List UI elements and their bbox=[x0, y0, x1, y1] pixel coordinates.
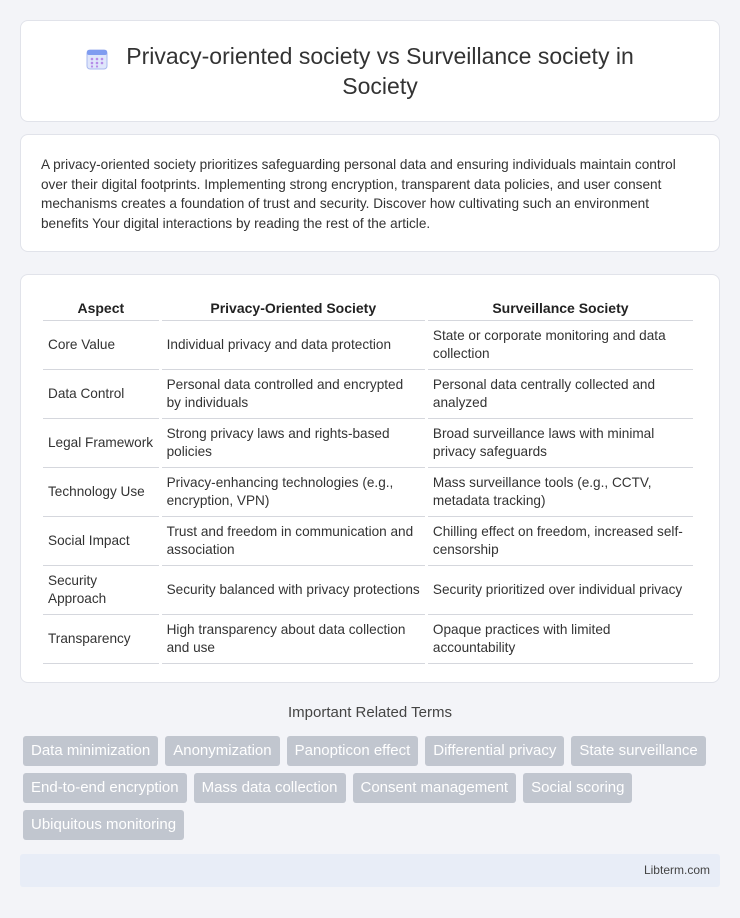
term-tag[interactable]: State surveillance bbox=[571, 736, 705, 766]
cell-surveillance: Broad surveillance laws with minimal privacy safeguards bbox=[428, 419, 693, 468]
header-surveillance: Surveillance Society bbox=[428, 295, 693, 321]
header-aspect: Aspect bbox=[43, 295, 159, 321]
term-tag[interactable]: Social scoring bbox=[523, 773, 632, 803]
intro-paragraph: A privacy-oriented society prioritizes safeguarding personal data and ensuring individuals maintain control over their digital footprints. Implementing strong encryption, transparent data policies, and user consent mechanisms creates a foundation of trust and security. Discover how cultivating such an environment benefits Your digital interactions by reading the rest of the article. bbox=[41, 157, 676, 231]
cell-surveillance: Opaque practices with limited accountability bbox=[428, 615, 693, 664]
comparison-table bbox=[40, 295, 696, 664]
term-tag[interactable]: Data minimization bbox=[23, 736, 158, 766]
related-terms-title: Important Related Terms bbox=[288, 704, 452, 721]
term-tag[interactable]: Panopticon effect bbox=[287, 736, 419, 766]
table-header-row bbox=[43, 295, 693, 321]
header-card bbox=[20, 20, 720, 122]
cell-aspect: Technology Use bbox=[43, 468, 159, 517]
cell-privacy: Personal data controlled and encrypted by individuals bbox=[162, 370, 425, 419]
cell-aspect: Social Impact bbox=[43, 517, 159, 566]
cell-privacy: Privacy-enhancing technologies (e.g., encryption, VPN) bbox=[162, 468, 425, 517]
table-row bbox=[43, 321, 693, 370]
cell-privacy: Trust and freedom in communication and association bbox=[162, 517, 425, 566]
table-row bbox=[43, 468, 693, 517]
cell-surveillance: Chilling effect on freedom, increased self-censorship bbox=[428, 517, 693, 566]
footer-site-link[interactable]: Libterm.com bbox=[643, 863, 710, 877]
cell-aspect: Data Control bbox=[43, 370, 159, 419]
term-tag[interactable]: Anonymization bbox=[165, 736, 279, 766]
table-row bbox=[43, 517, 693, 566]
cell-aspect: Security Approach bbox=[43, 566, 159, 615]
cell-privacy: Strong privacy laws and rights-based policies bbox=[162, 419, 425, 468]
term-tag[interactable]: Differential privacy bbox=[425, 736, 564, 766]
comparison-card bbox=[20, 274, 720, 683]
table-row bbox=[43, 370, 693, 419]
cell-surveillance: Security prioritized over individual privacy bbox=[428, 566, 693, 615]
header-privacy-oriented: Privacy-Oriented Society bbox=[162, 295, 425, 321]
cell-privacy: Security balanced with privacy protections bbox=[162, 566, 425, 615]
page-title: Privacy-oriented society vs Surveillance society in Society bbox=[126, 43, 634, 99]
term-tag[interactable]: Mass data collection bbox=[194, 773, 346, 803]
term-tag[interactable]: Consent management bbox=[353, 773, 517, 803]
table-row bbox=[43, 419, 693, 468]
term-tag[interactable]: Ubiquitous monitoring bbox=[23, 810, 184, 840]
cell-aspect: Transparency bbox=[43, 615, 159, 664]
related-terms-list bbox=[23, 736, 723, 847]
cell-surveillance: State or corporate monitoring and data collection bbox=[428, 321, 693, 370]
cell-surveillance: Mass surveillance tools (e.g., CCTV, metadata tracking) bbox=[428, 468, 693, 517]
table-row bbox=[43, 615, 693, 664]
intro-card bbox=[20, 134, 720, 252]
footer bbox=[20, 854, 720, 887]
cell-aspect: Core Value bbox=[43, 321, 159, 370]
table-row bbox=[43, 566, 693, 615]
cell-surveillance: Personal data centrally collected and analyzed bbox=[428, 370, 693, 419]
cell-aspect: Legal Framework bbox=[43, 419, 159, 468]
cell-privacy: Individual privacy and data protection bbox=[162, 321, 425, 370]
term-tag[interactable]: End-to-end encryption bbox=[23, 773, 187, 803]
cell-privacy: High transparency about data collection and use bbox=[162, 615, 425, 664]
